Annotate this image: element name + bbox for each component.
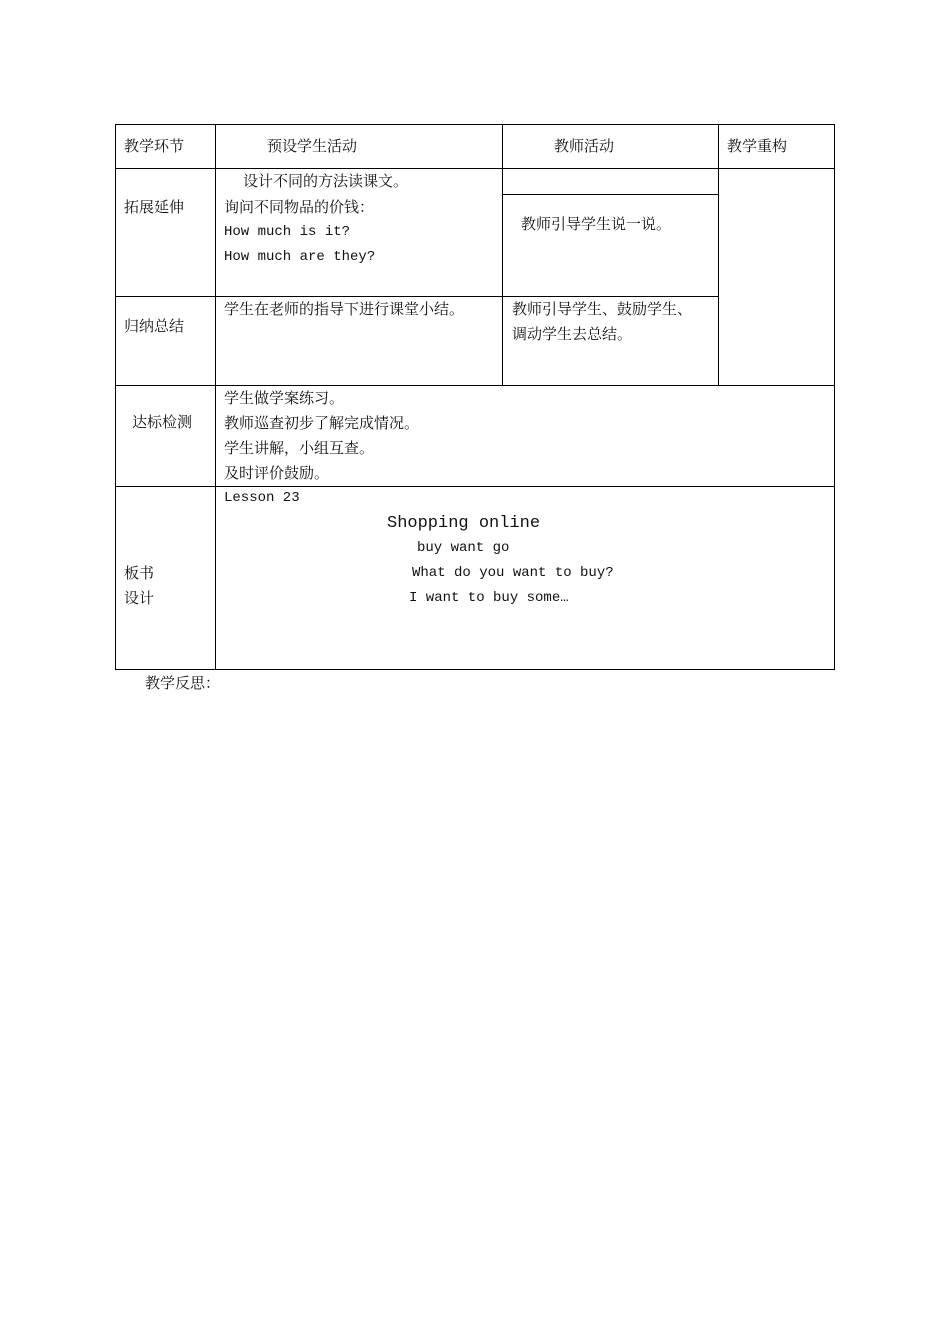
board-words: buy want go <box>417 540 510 556</box>
extend-student-line-1: 询问不同物品的价钱： <box>224 198 375 216</box>
row0-student-activity: 设计不同的方法读课文。 <box>243 172 409 190</box>
extend-stage: 拓展延伸 <box>124 198 185 216</box>
header-restructure: 教学重构 <box>727 137 788 155</box>
stage-column-divider <box>215 124 216 670</box>
header-teacher-activity: 教师活动 <box>554 137 615 155</box>
board-title: Shopping online <box>387 514 541 533</box>
board-answer: I want to buy some… <box>409 590 569 606</box>
board-stage-line-2: 设计 <box>124 589 155 607</box>
header-stage: 教学环节 <box>124 137 185 155</box>
check-line-3: 学生讲解，小组互查。 <box>224 439 375 457</box>
summary-stage: 归纳总结 <box>124 317 185 335</box>
check-stage: 达标检测 <box>132 413 193 431</box>
table-right-border <box>834 124 835 670</box>
teacher-column-divider <box>718 124 719 386</box>
board-question: What do you want to buy? <box>412 565 614 581</box>
table-top-border <box>115 124 835 125</box>
board-lesson: Lesson 23 <box>224 490 300 506</box>
check-line-2: 教师巡查初步了解完成情况。 <box>224 414 420 432</box>
table-bottom-border <box>115 669 835 670</box>
table-left-border <box>115 124 116 670</box>
board-stage-line-1: 板书 <box>124 564 155 582</box>
header-bottom-border <box>115 168 835 169</box>
summary-student: 学生在老师的指导下进行课堂小结。 <box>224 300 465 318</box>
row0-bottom-border <box>502 194 718 195</box>
check-line-4: 及时评价鼓励。 <box>224 464 330 482</box>
reflection-label: 教学反思： <box>145 674 221 692</box>
check-row-bottom-border <box>115 486 835 487</box>
student-column-divider <box>502 124 503 386</box>
extend-teacher: 教师引导学生说一说。 <box>521 215 672 233</box>
summary-teacher-line-2: 调动学生去总结。 <box>512 325 633 343</box>
extend-student-line-2: How much is it? <box>224 224 351 240</box>
summary-row-bottom-border <box>115 385 835 386</box>
extend-student-line-3: How much are they? <box>224 249 376 265</box>
summary-teacher-line-1: 教师引导学生、鼓励学生、 <box>512 300 693 318</box>
check-line-1: 学生做学案练习。 <box>224 389 345 407</box>
header-student-activity: 预设学生活动 <box>267 137 358 155</box>
